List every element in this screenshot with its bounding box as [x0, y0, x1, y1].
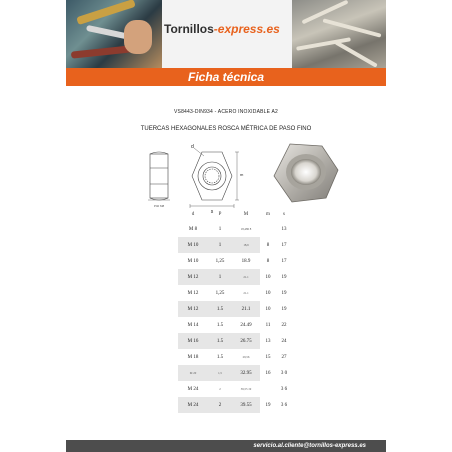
cell-m: 15 [265, 354, 271, 360]
cell-p: 1,5 [208, 365, 232, 381]
col-header-m-nom: M [243, 211, 249, 217]
cell-p: 1 [218, 226, 222, 232]
table-row [178, 253, 292, 269]
hex-nut-photo [268, 140, 340, 206]
footer-bar [66, 440, 386, 452]
cell-m: 13 [265, 338, 271, 344]
cell-s: 3 6 [280, 402, 288, 408]
table-row [178, 397, 292, 413]
cell-d: M 10 [187, 258, 199, 264]
cell-m: 10 [265, 274, 271, 280]
cell-m-nom: 24.49 [240, 322, 252, 328]
cell-m-nom: 39.55 [232, 397, 260, 413]
cell-m [260, 221, 276, 237]
cell-p: 2 [208, 397, 232, 413]
cell-p: 1,25 [215, 258, 225, 264]
cell-d: M 10 [178, 237, 208, 253]
cell-m: 16 [265, 370, 271, 376]
side-view-label: P40 M8 [153, 204, 165, 208]
cell-m: 19 [265, 402, 271, 408]
col-header-s: s [283, 211, 285, 217]
table-header-row [178, 207, 292, 221]
cell-s: 3 6 [280, 386, 288, 392]
label-s: s [210, 209, 214, 214]
table-row [178, 301, 292, 317]
cell-m-nom: 21.1 [232, 301, 260, 317]
cell-d: M 16 [178, 333, 208, 349]
label-d: d [191, 144, 194, 150]
cell-p: 2 [219, 386, 221, 391]
cell-m: 10 [265, 306, 271, 312]
tools-photo [66, 0, 162, 68]
cell-s: 17 [281, 258, 287, 264]
cell-m-nom: 21.1 [232, 269, 260, 285]
cell-m-nom: 18,9 [232, 237, 260, 253]
cell-s: 19 [281, 274, 287, 280]
screws-photo [292, 0, 386, 68]
cell-s: 19 [281, 290, 287, 296]
table-row [178, 365, 292, 381]
cell-d: M 20 [178, 365, 208, 381]
cell-d: M 8 [188, 226, 198, 232]
cell-s: 22 [281, 322, 287, 328]
cell-d: M 24 [187, 386, 199, 392]
table-row [178, 285, 292, 301]
col-header-d: d [191, 211, 195, 217]
cell-s: 19 [281, 306, 287, 312]
table-row [178, 269, 292, 285]
cell-m: 11 [265, 322, 271, 328]
col-header-p: P [218, 211, 222, 217]
cell-m: 8 [266, 258, 270, 264]
cell-p: 1.5 [216, 354, 224, 360]
cell-m [260, 381, 276, 397]
table-row [178, 237, 292, 253]
cell-m-nom: 29,56 [242, 354, 250, 359]
cell-m-nom: 32.95 [232, 365, 260, 381]
product-spec: VS8443-DIN934 - ACERO INOXIDABLE A2 [174, 109, 278, 115]
technical-drawing [142, 138, 282, 214]
cell-p: 1 [208, 269, 232, 285]
cell-m-nom: 39,55 19 [240, 386, 252, 391]
cell-p: 1.5 [208, 301, 232, 317]
cell-p: 1.5 [208, 333, 232, 349]
title-bar [66, 68, 386, 86]
cell-d: M 12 [187, 290, 199, 296]
nut-top-view [190, 148, 239, 208]
cell-m: 10 [265, 290, 271, 296]
page-title: Ficha técnica [187, 70, 265, 84]
cell-s: 3 0 [280, 370, 288, 376]
label-m: m [240, 172, 244, 177]
logo-main-text: Tornillos [164, 22, 214, 36]
cell-p: 1.5 [216, 322, 224, 328]
datasheet-page [66, 0, 386, 452]
product-subtitle: TUERCAS HEXAGONALES ROSCA MÉTRICA DE PASO FINO [140, 126, 312, 132]
cell-s: 13 [281, 226, 287, 232]
cell-p: 1 [208, 237, 232, 253]
cell-d: M 14 [187, 322, 199, 328]
cell-m: 8 [266, 242, 270, 248]
header-banner [66, 0, 386, 68]
nut-side-view [148, 152, 170, 200]
cell-m-nom: 21.1 [243, 290, 249, 295]
contact-email-link[interactable]: servicio.al.cliente@tornillos-express.es [253, 443, 366, 449]
dimensions-table [178, 207, 292, 413]
cell-m-nom: 18.9 [241, 258, 251, 264]
table-row [178, 381, 292, 397]
cell-p: 1,25 [215, 290, 225, 296]
table-row [178, 317, 292, 333]
table-row [178, 349, 292, 365]
cell-s: 17 [281, 242, 287, 248]
table-row [178, 333, 292, 349]
cell-d: M 12 [178, 269, 208, 285]
cell-d: M 24 [178, 397, 208, 413]
cell-m-nom: 18,486 8 [240, 226, 252, 231]
logo-accent-text: -express.es [213, 22, 280, 36]
cell-s: 27 [281, 354, 287, 360]
cell-m-nom: 26.75 [232, 333, 260, 349]
brand-logo[interactable] [164, 22, 280, 36]
cell-d: M 18 [187, 354, 199, 360]
table-row [178, 221, 292, 237]
col-header-m: m [266, 211, 270, 217]
cell-s: 24 [281, 338, 287, 344]
cell-d: M 12 [178, 301, 208, 317]
